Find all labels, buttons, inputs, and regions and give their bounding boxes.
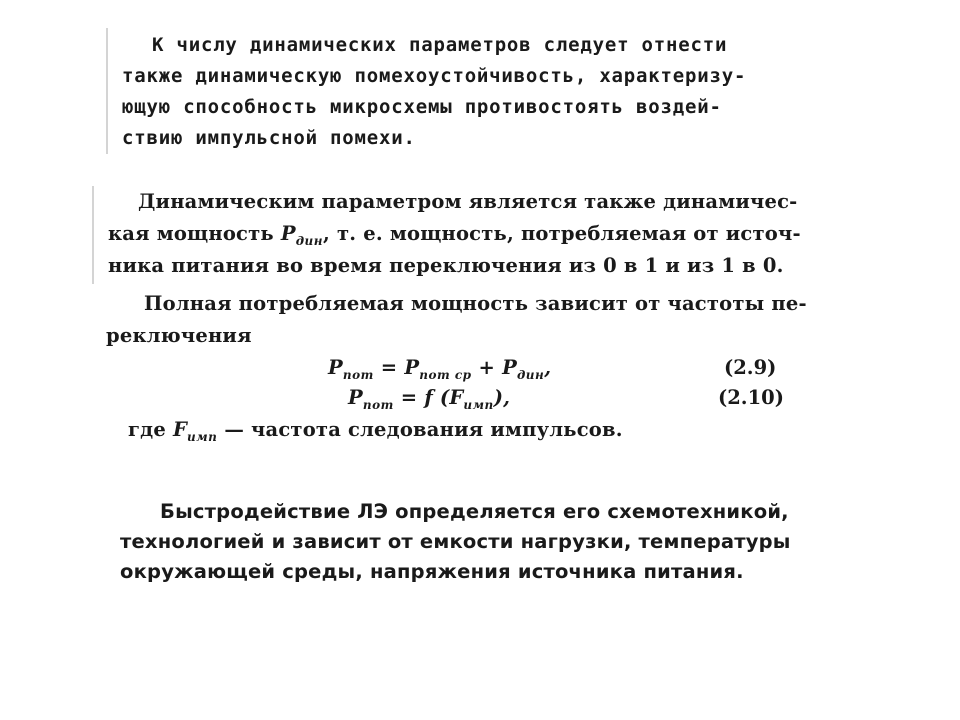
subscript: пот bbox=[342, 368, 374, 382]
symbol-p: P bbox=[404, 356, 420, 379]
subscript: имп bbox=[187, 430, 218, 444]
equation-2-10 bbox=[348, 386, 511, 412]
operator: = f ( bbox=[393, 386, 450, 409]
text-line: окружающей среды, напряжения источника питания. bbox=[120, 560, 744, 583]
punctuation: ), bbox=[493, 386, 511, 409]
text-fragment: — частота следования импульсов. bbox=[217, 418, 623, 441]
text-fragment: кая мощность bbox=[108, 222, 281, 245]
subscript: пот bbox=[362, 398, 394, 412]
operator: + bbox=[471, 356, 503, 379]
text-line: ника питания во время переключения из 0 в 1 и из 1 в 0. bbox=[108, 254, 784, 277]
subscript: пот ср bbox=[419, 368, 472, 382]
symbol-f: F bbox=[172, 418, 187, 441]
text-line: Полная потребляемая мощность зависит от частоты пе- bbox=[144, 292, 807, 315]
equation-number: (2.9) bbox=[724, 356, 777, 379]
text-line: также динамическую помехоустойчивость, характеризу- bbox=[122, 65, 747, 87]
equation-number: (2.10) bbox=[718, 386, 784, 409]
symbol-p: P bbox=[348, 386, 363, 409]
punctuation: , bbox=[544, 356, 552, 379]
operator: = bbox=[373, 356, 405, 379]
symbol-f: F bbox=[449, 386, 464, 409]
paragraph-dynamic-noise-immunity bbox=[106, 28, 820, 154]
text-line: ющую способность микросхемы противостоять воздей- bbox=[122, 96, 722, 118]
subscript: дин bbox=[295, 234, 324, 248]
equation-2-9 bbox=[328, 356, 552, 382]
symbol-p: P bbox=[280, 222, 296, 245]
text-line bbox=[128, 418, 623, 444]
text-line: ствию импульсной помехи. bbox=[122, 127, 416, 149]
text-line: технологией и зависит от емкости нагрузки, температуры bbox=[120, 530, 791, 553]
text-line: Динамическим параметром является также динамичес- bbox=[138, 190, 798, 213]
text-line bbox=[108, 222, 801, 248]
text-line: Быстродействие ЛЭ определяется его схемотехникой, bbox=[160, 500, 789, 523]
paragraph-dynamic-power bbox=[92, 186, 801, 284]
text-line: реключения bbox=[106, 324, 252, 347]
paragraph-performance bbox=[106, 494, 792, 586]
subscript: имп bbox=[463, 398, 494, 412]
subscript: дин bbox=[516, 368, 545, 382]
text-fragment: где bbox=[128, 418, 173, 441]
text-line: К числу динамических параметров следует отнести bbox=[152, 34, 728, 56]
symbol-p: P bbox=[328, 356, 343, 379]
symbol-p: P bbox=[502, 356, 517, 379]
text-fragment: , т. е. мощность, потребляемая от источ- bbox=[323, 222, 801, 245]
paragraph-total-power bbox=[92, 286, 807, 454]
